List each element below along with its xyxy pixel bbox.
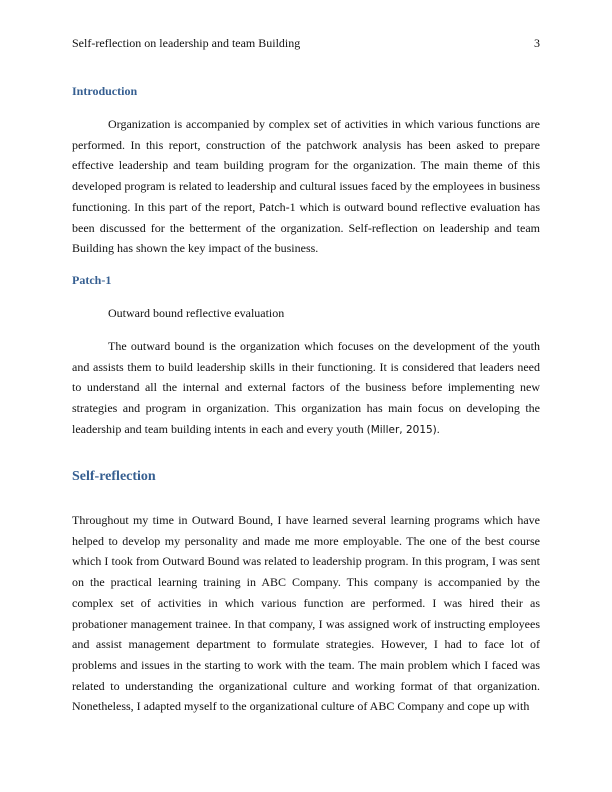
patch1-heading: Patch-1 — [72, 273, 112, 287]
patch1-paragraph — [72, 336, 540, 441]
patch1-subheading: Outward bound reflective evaluation — [108, 306, 285, 320]
introduction-paragraph: Organization is accompanied by complex set of activities in which various functions are performed. In this report, construction of the patchwork analysis has been asked to prepare effective leadership and team building program for the organization. The main theme of this developed program is related to leadership and cultural issues faced by the employees in business functioning. In this part of the report, Patch-1 which is outward bound reflective evaluation has been discussed for the betterment of the organization. Self-reflection on leadership and team Building has shown the key impact of the business. — [72, 117, 540, 256]
running-header-title: Self-reflection on leadership and team Building — [72, 36, 301, 50]
patch1-citation: (Miller, 2015) — [366, 423, 437, 436]
self-reflection-paragraph: Throughout my time in Outward Bound, I have learned several learning programs which have helped to develop my personality and made me more employable. The one of the best course which I took from Outward Bound was related to leadership program. In this program, I was sent on the practical learning training in ABC Company. This company is accompanied by the complex set of activities in which various function are performed. I was hired their as probationer management trainee. In that company, I was assigned work of instructing employees and assist management department to formulate strategies. However, I had to face lot of problems and issues in the starting to work with the team. The main problem which I faced was related to understanding the organizational culture and working format of that organization. Nonetheless, I adapted myself to the organizational culture of ABC Company and cope up with — [72, 513, 540, 714]
self-reflection-heading: Self-reflection — [72, 469, 156, 484]
patch1-paragraph-text: The outward bound is the organization which focuses on the development of the youth and assists them to build leadership skills in their functioning. It is considered that leaders need to understand all the internal and external factors of the business before implementing new strategies and program in organization. This organization has main focus on developing the leadership and team building intents in each and every youth — [72, 339, 540, 436]
patch1-paragraph-end: . — [436, 421, 440, 436]
page-number: 3 — [534, 36, 540, 50]
introduction-heading: Introduction — [72, 84, 138, 98]
